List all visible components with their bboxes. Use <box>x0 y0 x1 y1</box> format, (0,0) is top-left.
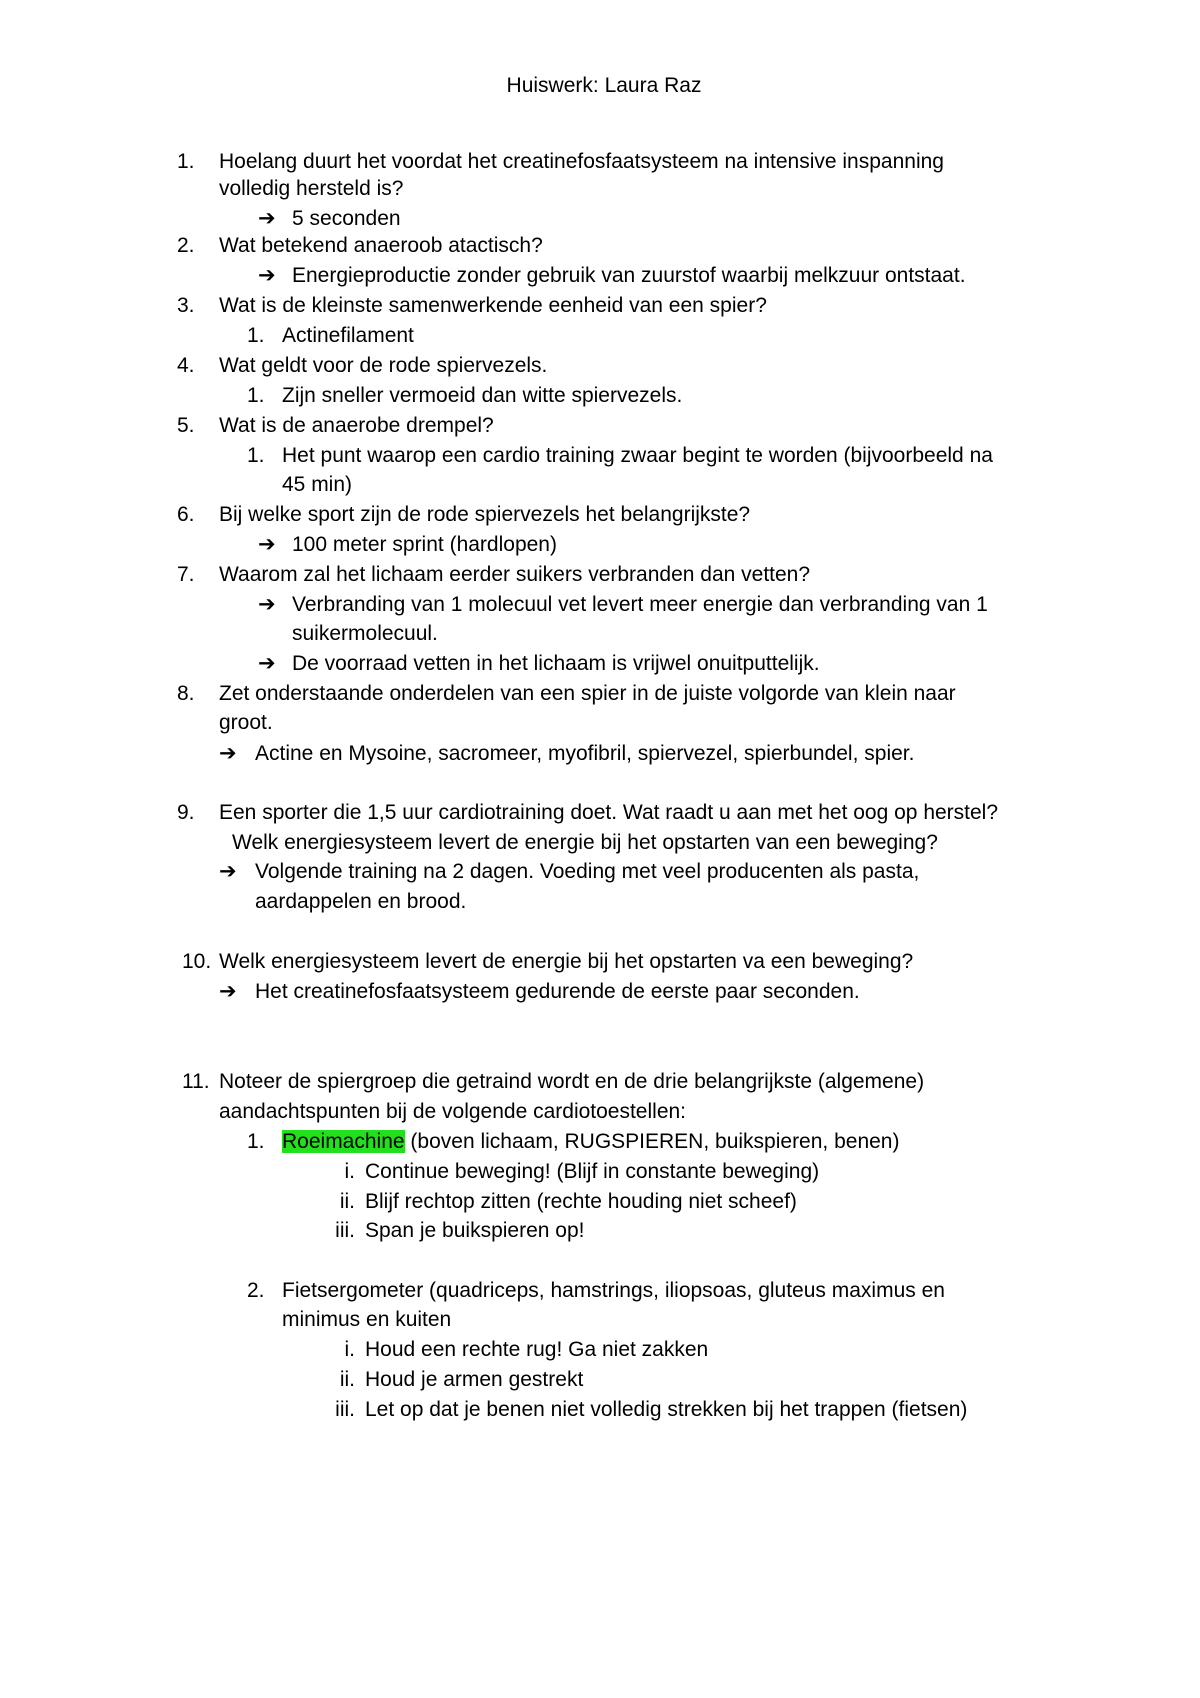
point-text: ii. Blijf rechtop zitten (rechte houding niet scheef) <box>365 1188 797 1216</box>
point-text: i. Continue beweging! (Blijf in constante beweging) <box>365 1158 819 1186</box>
question-text: 2. Wat betekend anaeroob atactisch? <box>219 232 543 260</box>
question-number: 3. <box>177 294 195 317</box>
question-number: 1. <box>177 150 195 173</box>
question-text: volledig hersteld is? <box>219 177 404 200</box>
question-text: 1. Hoelang duurt het voordat het creatinefosfaatsysteem na intensive inspanning <box>219 148 944 176</box>
answer-text: ➔ Energieproductie zonder gebruik van zuurstof waarbij melkzuur ontstaat. <box>292 262 966 290</box>
roman-numeral: ii. <box>339 1190 355 1213</box>
question-text: 9. Een sporter die 1,5 uur cardiotraining doet. Wat raadt u aan met het oog op herstel? <box>219 799 998 827</box>
answer-text: ➔ Volgende training na 2 dagen. Voeding met veel producenten als pasta, <box>255 858 919 886</box>
point-text: ii. Houd je armen gestrekt <box>365 1366 583 1394</box>
answer-text: 1. Actinefilament <box>282 322 414 350</box>
question-text: Welk energiesysteem levert de energie bij het opstarten van een beweging? <box>232 831 938 854</box>
arrow-icon: ➔ <box>258 593 276 616</box>
arrow-icon: ➔ <box>258 533 276 556</box>
question-text: 7. Waarom zal het lichaam eerder suikers verbranden dan vetten? <box>219 561 810 589</box>
answer-text: ➔ 100 meter sprint (hardlopen) <box>292 531 557 559</box>
question-text: 11. Noteer de spiergroep die getraind wordt en de drie belangrijkste (algemene) <box>219 1068 924 1096</box>
arrow-icon: ➔ <box>219 860 237 883</box>
answer-text: suikermolecuul. <box>292 622 438 645</box>
roman-numeral: ii. <box>339 1368 355 1391</box>
arrow-icon: ➔ <box>258 652 276 675</box>
answer-text: ➔ Het creatinefosfaatsysteem gedurende de eerste paar seconden. <box>255 978 860 1006</box>
question-number: 6. <box>177 503 195 526</box>
question-number: 9. <box>177 801 195 824</box>
question-text: groot. <box>219 711 273 734</box>
answer-number: 1. <box>247 444 265 467</box>
answer-text: ➔ Actine en Mysoine, sacromeer, myofibril, spiervezel, spierbundel, spier. <box>255 740 914 768</box>
device-heading: minimus en kuiten <box>282 1308 452 1331</box>
question-number: 10. <box>182 950 212 973</box>
device-heading: 2. Fietsergometer (quadriceps, hamstrings, iliopsoas, gluteus maximus en <box>282 1277 945 1305</box>
answer-text: 1. Het punt waarop een cardio training zwaar begint te worden (bijvoorbeeld na <box>282 442 993 470</box>
answer-text: 45 min) <box>282 473 353 496</box>
document-title: Huiswerk: Laura Raz <box>506 74 702 97</box>
question-number: 8. <box>177 682 195 705</box>
arrow-icon: ➔ <box>258 207 276 230</box>
answer-number: 1. <box>247 324 265 347</box>
question-text: 3. Wat is de kleinste samenwerkende eenheid van een spier? <box>219 292 767 320</box>
question-number: 7. <box>177 563 195 586</box>
answer-text: ➔ Verbranding van 1 molecuul vet levert meer energie dan verbranding van 1 <box>292 591 988 619</box>
point-text: iii. Let op dat je benen niet volledig strekken bij het trappen (fietsen) <box>365 1396 967 1424</box>
question-text: aandachtspunten bij de volgende cardiotoestellen: <box>219 1100 687 1123</box>
question-text: 8. Zet onderstaande onderdelen van een spier in de juiste volgorde van klein naar <box>219 680 956 708</box>
answer-text: ➔ 5 seconden <box>292 205 401 233</box>
answer-text: ➔ De voorraad vetten in het lichaam is vrijwel onuitputtelijk. <box>292 650 820 678</box>
roman-numeral: iii. <box>335 1398 355 1421</box>
question-text: 10. Welk energiesysteem levert de energie bij het opstarten va een beweging? <box>219 948 913 976</box>
question-text: 4. Wat geldt voor de rode spiervezels. <box>219 352 547 380</box>
roman-numeral: i. <box>344 1160 355 1183</box>
roman-numeral: iii. <box>335 1219 355 1242</box>
question-number: 11. <box>182 1070 210 1093</box>
roman-numeral: i. <box>344 1338 355 1361</box>
answer-number: 1. <box>247 384 265 407</box>
question-number: 4. <box>177 354 195 377</box>
device-heading: 1. Roeimachine (boven lichaam, RUGSPIEREN, buikspieren, benen) <box>282 1128 899 1156</box>
question-number: 2. <box>177 234 195 257</box>
point-text: i. Houd een rechte rug! Ga niet zakken <box>365 1336 708 1364</box>
device-number: 1. <box>247 1130 265 1153</box>
arrow-icon: ➔ <box>219 742 237 765</box>
highlighted-term: Roeimachine <box>282 1130 405 1153</box>
arrow-icon: ➔ <box>219 980 237 1003</box>
question-text: 6. Bij welke sport zijn de rode spiervezels het belangrijkste? <box>219 501 750 529</box>
arrow-icon: ➔ <box>258 264 276 287</box>
point-text: iii. Span je buikspieren op! <box>365 1217 585 1245</box>
device-number: 2. <box>247 1279 265 1302</box>
answer-text: 1. Zijn sneller vermoeid dan witte spiervezels. <box>282 382 682 410</box>
question-text: 5. Wat is de anaerobe drempel? <box>219 412 494 440</box>
answer-text: aardappelen en brood. <box>255 890 467 913</box>
question-number: 5. <box>177 414 195 437</box>
